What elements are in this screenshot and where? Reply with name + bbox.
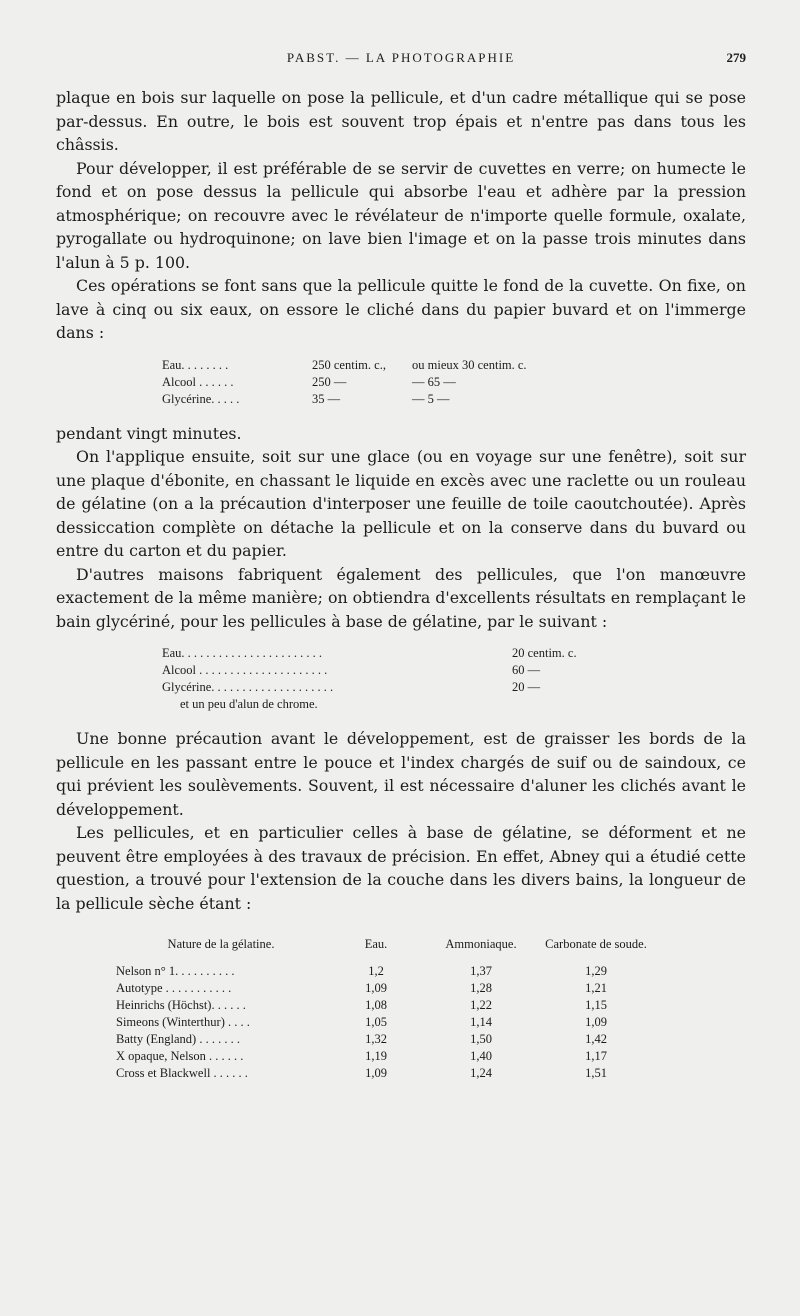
ingredient-alt-quantity: ou mieux 30 centim. c. — [412, 357, 527, 372]
table-cell: 1,51 — [585, 1065, 607, 1080]
table-cell: Heinrichs (Höchst). . . . . . — [116, 997, 246, 1012]
recipe-glycerine-bath — [162, 357, 746, 408]
table-cell: 1,32 — [365, 1031, 387, 1046]
table-row — [116, 1048, 656, 1065]
table-cell: X opaque, Nelson . . . . . . — [116, 1048, 244, 1063]
table-cell: 1,40 — [470, 1048, 492, 1063]
ingredient-quantity: 250 centim. c., — [312, 357, 386, 372]
ingredient-quantity: 250 — — [312, 374, 347, 389]
paragraph: plaque en bois sur laquelle on pose la pellicule, et d'un cadre métallique qui se pose par-dessus. En outre, le bois est souvent trop épais et n'entre pas dans tous les châssis. — [56, 88, 746, 154]
recipe-row — [162, 374, 746, 391]
table-cell: 1,09 — [585, 1014, 607, 1029]
ingredient-alt-quantity: — 65 — — [412, 374, 456, 389]
table-row — [116, 997, 656, 1014]
recipe-note: et un peu d'alun de chrome. — [180, 697, 318, 711]
paragraph: Pour développer, il est préférable de se servir de cuvettes en verre; on humecte le fond et on pose dessus la pellicule qui absorbe l'eau et adhère par la pression atmosphérique; on recouvre avec le révélateur de n'importe quelle formule, oxalate, pyrogallate ou hydroquinone; on lave bien l'image et on la passe trois minutes dans l'alun à 5 p. 100. — [56, 158, 746, 272]
column-header: Nature de la gélatine. — [167, 937, 275, 951]
table-row — [116, 1031, 656, 1048]
table-cell: 1,17 — [585, 1048, 607, 1063]
extension-table — [116, 933, 656, 1082]
ingredient-name: Glycérine. . . . . — [162, 391, 240, 406]
table-cell: 1,05 — [365, 1014, 387, 1029]
ingredient-quantity: 20 centim. c. — [512, 646, 577, 660]
ingredient-name: Alcool . . . . . . . . . . . . . . . . . . . . . — [162, 663, 328, 677]
table-cell: 1,14 — [470, 1014, 492, 1029]
running-title: PABST. — LA PHOTOGRAPHIE — [286, 50, 516, 65]
recipe-row — [162, 645, 746, 662]
paragraph: Les pellicules, et en particulier celles à base de gélatine, se déforment et ne peuvent être employées à des travaux de précision. En effet, Abney qui a étudié cette question, a trouvé pour l'extension de la couche dans les divers bains, la longueur de la pellicule sèche étant : — [56, 823, 746, 913]
recipe-row — [162, 357, 746, 374]
ingredient-quantity: 60 — — [512, 663, 541, 677]
ingredient-quantity: 20 — — [512, 680, 541, 694]
table-cell: 1,09 — [365, 980, 387, 995]
table-cell: Simeons (Winterthur) . . . . — [116, 1014, 250, 1029]
table-cell: 1,2 — [368, 963, 384, 978]
paragraph: Ces opérations se font sans que la pellicule quitte le fond de la cuvette. On fixe, on lave à cinq ou six eaux, on essore le cliché dans du papier buvard et on l'immerge dans : — [56, 276, 746, 342]
table-row — [116, 980, 656, 997]
ingredient-alt-quantity: — 5 — — [412, 391, 450, 406]
ingredient-name: Eau. . . . . . . . — [162, 357, 229, 372]
recipe-alternative-bath — [162, 645, 746, 713]
table-row — [116, 963, 656, 980]
paragraph: On l'applique ensuite, soit sur une glace (ou en voyage sur une fenêtre), soit sur une plaque d'ébonite, en chassant le liquide en excès avec une raclette ou un rouleau de gélatine (on a la précaution d'interposer une feuille de toile caoutchoutée). Après dessiccation complète on détache la pellicule et on la conserve dans du buvard ou entre du carton et du papier. — [56, 447, 746, 560]
page-number: 279 — [726, 50, 746, 65]
ingredient-name: Glycérine. . . . . . . . . . . . . . . . . . . . — [162, 680, 334, 694]
table-cell: 1,08 — [365, 997, 387, 1012]
paragraph: Une bonne précaution avant le développement, est de graisser les bords de la pellicule en les passant entre le pouce et l'index chargés de suif ou de saindoux, ce qui prévient les soulèvements. Souvent, il est nécessaire d'aluner les clichés avant le développement. — [56, 729, 746, 819]
table-cell: 1,19 — [365, 1048, 387, 1063]
paragraph: pendant vingt minutes. — [56, 423, 242, 443]
ingredient-name: Alcool . . . . . . — [162, 374, 234, 389]
column-header: Eau. — [364, 937, 388, 951]
table-cell: 1,29 — [585, 963, 607, 978]
paragraph: D'autres maisons fabriquent également des pellicules, que l'on manœuvre exactement de la même manière; on obtiendra d'excellents résultats en remplaçant le bain glycériné, pour les pellicules à base de gélatine, par le suivant : — [56, 564, 747, 631]
column-header: Carbonate de soude. — [545, 937, 647, 951]
table-cell: 1,15 — [585, 997, 607, 1012]
table-row — [116, 1065, 656, 1082]
table-header-row — [116, 933, 656, 963]
table-cell: 1,09 — [365, 1065, 387, 1080]
table-cell: Autotype . . . . . . . . . . . — [116, 980, 232, 995]
page-body — [56, 86, 746, 1082]
table-cell: 1,22 — [470, 997, 492, 1012]
ingredient-name: Eau. . . . . . . . . . . . . . . . . . . . . . . — [162, 646, 323, 660]
table-cell: 1,28 — [470, 980, 492, 995]
table-cell: Cross et Blackwell . . . . . . — [116, 1065, 248, 1080]
table-row — [116, 1014, 656, 1031]
ingredient-quantity: 35 — — [312, 391, 341, 406]
table-cell: 1,21 — [585, 980, 607, 995]
recipe-row — [162, 662, 746, 679]
table-cell: 1,50 — [470, 1031, 492, 1046]
column-header: Ammoniaque. — [445, 937, 517, 951]
table-cell: 1,42 — [585, 1031, 607, 1046]
table-cell: 1,37 — [470, 963, 492, 978]
recipe-row — [162, 679, 746, 696]
table-cell: Batty (England) . . . . . . . — [116, 1031, 240, 1046]
table-cell: 1,24 — [470, 1065, 492, 1080]
table-cell: Nelson n° 1. . . . . . . . . . — [116, 963, 235, 978]
recipe-row — [162, 391, 746, 408]
